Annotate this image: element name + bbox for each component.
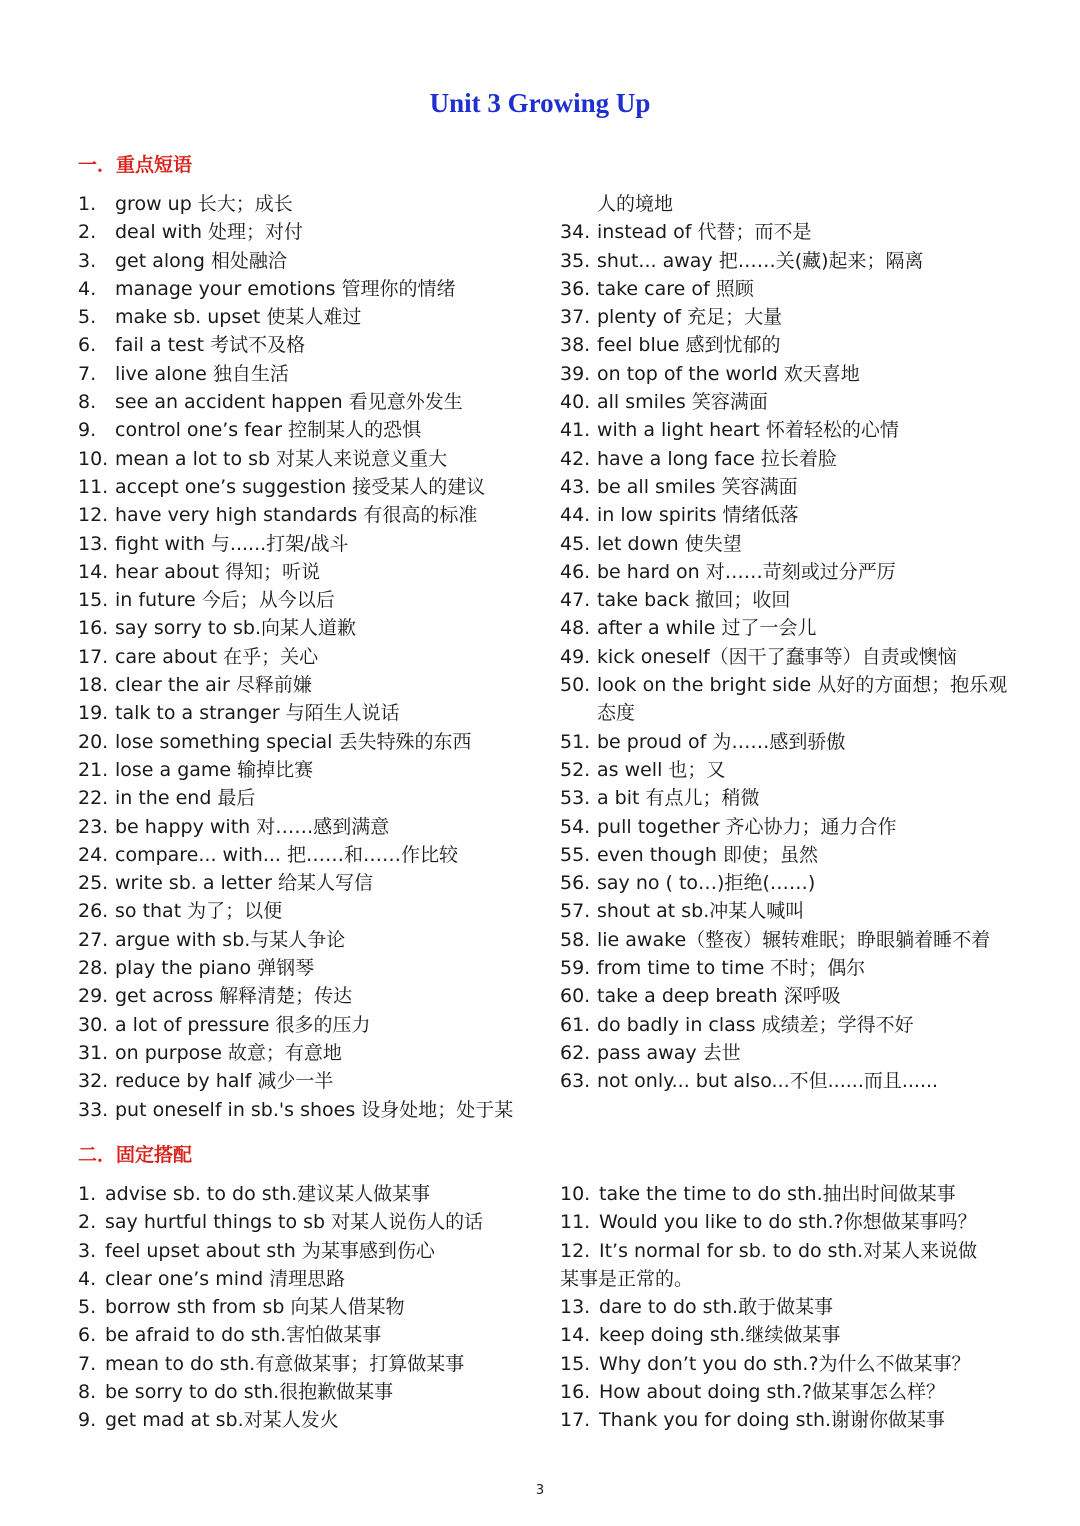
- item-text: clear one’s mind 清理思路: [105, 1267, 346, 1290]
- item-text: pull together 齐心协力；通力合作: [597, 815, 897, 838]
- item-number: 51.: [560, 730, 591, 753]
- phrase-item: [78, 869, 528, 897]
- item-text: fight with 与......打架/战斗: [115, 532, 349, 555]
- phrase-item: [78, 813, 528, 841]
- item-number: 23.: [78, 815, 109, 838]
- item-text: mean to do sth.有意做某事；打算做某事: [105, 1352, 465, 1375]
- item-text: after a while 过了一会儿: [597, 617, 817, 640]
- item-text: say sorry to sb.向某人道歉: [115, 617, 357, 640]
- phrase-item: [78, 445, 528, 473]
- item-number: 15.: [78, 589, 109, 612]
- collocation-item: [78, 1208, 528, 1236]
- item-number: 43.: [560, 475, 591, 498]
- phrase-item: [78, 643, 528, 671]
- section-heading-key-phrases: 一．重点短语: [78, 154, 193, 176]
- item-text: be hard on 对……苛刻或过分严厉: [597, 560, 896, 583]
- collocation-item: [78, 1237, 528, 1265]
- item-number: 7.: [78, 1352, 97, 1375]
- item-text: not only... but also...不但......而且......: [597, 1070, 939, 1093]
- item-number: 55.: [560, 843, 591, 866]
- phrase-item: [560, 558, 1010, 586]
- item-number: 20.: [78, 730, 109, 753]
- collocation-item: [560, 1237, 1010, 1265]
- item-number: 57.: [560, 900, 591, 923]
- phrase-item: [78, 360, 528, 388]
- item-number: 12.: [78, 504, 109, 527]
- item-number: 52.: [560, 758, 591, 781]
- phrase-item: [78, 1039, 528, 1067]
- item-number: 56.: [560, 872, 591, 895]
- item-number: 2.: [78, 1211, 97, 1234]
- phrase-item: [560, 784, 1010, 812]
- item-number: 54.: [560, 815, 591, 838]
- item-text: advise sb. to do sth.建议某人做某事: [105, 1183, 431, 1205]
- item-number: 5.: [78, 1296, 97, 1319]
- collocation-item: [560, 1265, 1010, 1293]
- item-number: 13.: [560, 1296, 591, 1319]
- item-text: 某事是正常的。: [560, 1267, 694, 1290]
- phrase-item: [560, 671, 1010, 728]
- item-text: pass away 去世: [597, 1041, 741, 1064]
- phrase-column-left: [78, 190, 528, 1124]
- item-text: fail a test 考试不及格: [115, 334, 306, 357]
- item-number: 33.: [78, 1098, 109, 1121]
- phrase-item: [78, 954, 528, 982]
- item-text: argue with sb.与某人争论: [115, 928, 346, 951]
- item-number: 37.: [560, 306, 591, 329]
- item-text: manage your emotions 管理你的情绪: [115, 277, 456, 300]
- item-number: 7.: [78, 362, 97, 385]
- item-text: reduce by half 减少一半: [115, 1070, 334, 1093]
- item-number: 11.: [560, 1211, 591, 1234]
- collocation-item: [78, 1321, 528, 1349]
- phrase-item: [560, 897, 1010, 925]
- collocation-item: [78, 1378, 528, 1406]
- phrase-item: [78, 926, 528, 954]
- item-number: 26.: [78, 900, 109, 923]
- phrase-item: [78, 473, 528, 501]
- phrase-column-right: [560, 190, 1010, 1096]
- item-number: 36.: [560, 277, 591, 300]
- item-number: 2.: [78, 221, 97, 244]
- item-number: 9.: [78, 1409, 97, 1432]
- item-text: so that 为了；以便: [115, 900, 283, 923]
- item-number: 44.: [560, 504, 591, 527]
- collocation-item: [560, 1378, 1010, 1406]
- item-number: 62.: [560, 1041, 591, 1064]
- item-text: Thank you for doing sth.谢谢你做某事: [599, 1409, 946, 1432]
- item-number: 8.: [78, 391, 97, 414]
- phrase-item: [560, 954, 1010, 982]
- item-text: borrow sth from sb 向某人借某物: [105, 1296, 405, 1319]
- phrase-item: [560, 841, 1010, 869]
- item-number: 6.: [78, 1324, 97, 1347]
- phrase-item: [560, 388, 1010, 416]
- phrase-item: [78, 586, 528, 614]
- item-text: lose something special 丢失特殊的东西: [115, 730, 472, 753]
- item-text: have very high standards 有很高的标准: [115, 504, 478, 527]
- phrase-item: [560, 1039, 1010, 1067]
- phrase-item: [78, 501, 528, 529]
- phrase-item: [78, 756, 528, 784]
- item-text: take a deep breath 深呼吸: [597, 985, 841, 1008]
- collocation-column-left: [78, 1180, 528, 1435]
- phrase-item: [560, 614, 1010, 642]
- item-number: 30.: [78, 1013, 109, 1036]
- item-text: see an accident happen 看见意外发生: [115, 391, 463, 414]
- item-text: feel upset about sth 为某事感到伤心: [105, 1239, 435, 1262]
- phrase-item: [78, 247, 528, 275]
- item-number: 50.: [560, 674, 591, 697]
- item-text: grow up 长大；成长: [115, 193, 293, 215]
- item-number: 22.: [78, 787, 109, 810]
- item-number: 12.: [560, 1239, 591, 1262]
- collocation-item: [78, 1293, 528, 1321]
- item-number: 28.: [78, 957, 109, 980]
- item-number: 9.: [78, 419, 97, 442]
- phrase-item: [78, 388, 528, 416]
- item-number: 1.: [78, 193, 97, 215]
- collocation-item: [560, 1350, 1010, 1378]
- item-text: in low spirits 情绪低落: [597, 504, 799, 527]
- item-text: be all smiles 笑容满面: [597, 475, 798, 498]
- item-text: do badly in class 成绩差；学得不好: [597, 1013, 914, 1036]
- item-text: be happy with 对……感到满意: [115, 815, 390, 838]
- item-text: play the piano 弹钢琴: [115, 957, 315, 980]
- phrase-item: [78, 303, 528, 331]
- phrase-item: [560, 813, 1010, 841]
- phrase-item: [78, 1067, 528, 1095]
- phrase-item: [560, 473, 1010, 501]
- item-text: take back 撤回；收回: [597, 589, 791, 612]
- item-text: a lot of pressure 很多的压力: [115, 1013, 371, 1036]
- item-text: on top of the world 欢天喜地: [597, 362, 860, 385]
- item-text: say no ( to…)拒绝(……): [597, 872, 816, 895]
- phrase-item: [560, 247, 1010, 275]
- phrase-item: [560, 643, 1010, 671]
- item-text: even though 即使；虽然: [597, 843, 819, 866]
- phrase-item: [78, 190, 528, 218]
- item-text: shut... away 把……关(藏)起来；隔离: [597, 249, 924, 272]
- item-number: 60.: [560, 985, 591, 1008]
- item-number: 21.: [78, 758, 109, 781]
- item-number: 16.: [78, 617, 109, 640]
- phrase-item: [560, 982, 1010, 1010]
- item-text: talk to a stranger 与陌生人说话: [115, 702, 400, 725]
- item-number: 39.: [560, 362, 591, 385]
- item-text: feel blue 感到忧郁的: [597, 334, 781, 357]
- phrase-item: [78, 982, 528, 1010]
- phrase-item: [78, 416, 528, 444]
- item-text: control one’s fear 控制某人的恐惧: [115, 419, 422, 442]
- item-number: 45.: [560, 532, 591, 555]
- item-text: on purpose 故意；有意地: [115, 1041, 342, 1064]
- phrase-item: [560, 926, 1010, 954]
- item-text: get along 相处融洽: [115, 249, 287, 272]
- item-number: 11.: [78, 475, 109, 498]
- phrase-item: [78, 699, 528, 727]
- item-text: in the end 最后: [115, 787, 256, 810]
- phrase-item: [560, 869, 1010, 897]
- collocation-item: [78, 1406, 528, 1434]
- continued-line: 人的境地: [597, 193, 674, 215]
- item-text: be afraid to do sth.害怕做某事: [105, 1324, 382, 1347]
- phrase-item: [560, 1067, 1010, 1095]
- phrase-item: [560, 275, 1010, 303]
- phrase-item: [560, 331, 1010, 359]
- item-number: 3.: [78, 1239, 97, 1262]
- phrase-item: [78, 331, 528, 359]
- item-number: 8.: [78, 1381, 97, 1404]
- item-text: compare... with... 把……和……作比较: [115, 843, 458, 866]
- item-text: clear the air 尽释前嫌: [115, 674, 312, 697]
- collocation-item: [78, 1180, 528, 1208]
- phrase-item: [560, 530, 1010, 558]
- item-number: 14.: [560, 1324, 591, 1347]
- item-number: 5.: [78, 306, 97, 329]
- item-number: 4.: [78, 277, 97, 300]
- phrase-item: [560, 1011, 1010, 1039]
- item-number: 15.: [560, 1352, 591, 1375]
- item-number: 27.: [78, 928, 109, 951]
- item-number: 38.: [560, 334, 591, 357]
- item-number: 1.: [78, 1183, 97, 1205]
- item-number: 63.: [560, 1070, 591, 1093]
- item-text: let down 使失望: [597, 532, 742, 555]
- item-number: 10.: [78, 447, 109, 470]
- page-title: Unit 3 Growing Up: [429, 88, 651, 118]
- item-text: shout at sb.冲某人喊叫: [597, 900, 805, 923]
- item-number: 40.: [560, 391, 591, 414]
- item-number: 16.: [560, 1381, 591, 1404]
- phrase-item: [560, 303, 1010, 331]
- item-text: be proud of 为……感到骄傲: [597, 730, 846, 753]
- phrase-item: [560, 728, 1010, 756]
- item-text: care about 在乎；关心: [115, 645, 319, 668]
- item-text: look on the bright side 从好的方面想；抱乐观态度: [597, 674, 1008, 725]
- collocation-item: [78, 1350, 528, 1378]
- item-number: 10.: [560, 1183, 591, 1205]
- section-heading-fixed-collocations: 二．固定搭配: [78, 1144, 193, 1166]
- collocation-item: [560, 1180, 1010, 1208]
- phrase-item: [78, 218, 528, 246]
- item-number: 59.: [560, 957, 591, 980]
- phrase-item: [78, 1096, 528, 1124]
- phrase-item: [78, 671, 528, 699]
- item-number: 53.: [560, 787, 591, 810]
- item-text: plenty of 充足；大量: [597, 306, 783, 329]
- item-number: 4.: [78, 1267, 97, 1290]
- item-text: It’s normal for sb. to do sth.对某人来说做: [599, 1239, 978, 1262]
- item-text: make sb. upset 使某人难过: [115, 306, 362, 329]
- collocation-item: [560, 1321, 1010, 1349]
- phrase-item: [78, 784, 528, 812]
- item-number: 46.: [560, 560, 591, 583]
- item-number: 35.: [560, 249, 591, 272]
- item-text: in future 今后；从今以后: [115, 589, 335, 612]
- item-number: 18.: [78, 674, 109, 697]
- item-text: say hurtful things to sb 对某人说伤人的话: [105, 1211, 484, 1234]
- item-number: 49.: [560, 645, 591, 668]
- item-number: 17.: [78, 645, 109, 668]
- phrase-item: [78, 728, 528, 756]
- item-number: 24.: [78, 843, 109, 866]
- item-number: 34.: [560, 221, 591, 244]
- phrase-item: [560, 501, 1010, 529]
- phrase-item: [78, 530, 528, 558]
- item-number: 42.: [560, 447, 591, 470]
- item-number: 47.: [560, 589, 591, 612]
- item-text: keep doing sth.继续做某事: [599, 1324, 841, 1347]
- item-text: as well 也；又: [597, 758, 726, 781]
- phrase-item: [78, 1011, 528, 1039]
- item-text: take the time to do sth.抽出时间做某事: [599, 1183, 956, 1205]
- item-number: 31.: [78, 1041, 109, 1064]
- item-text: get across 解释清楚；传达: [115, 985, 353, 1008]
- item-text: deal with 处理；对付: [115, 221, 304, 244]
- phrase-item: [78, 558, 528, 586]
- item-number: 3.: [78, 249, 97, 272]
- item-text: have a long face 拉长着脸: [597, 447, 837, 470]
- item-text: dare to do sth.敢于做某事: [599, 1296, 834, 1319]
- item-text: take care of 照顾: [597, 277, 754, 300]
- collocation-column-right: [560, 1180, 1010, 1435]
- item-text: Would you like to do sth.?你想做某事吗？: [599, 1211, 977, 1234]
- phrase-item: [560, 416, 1010, 444]
- item-text: with a light heart 怀着轻松的心情: [597, 419, 899, 442]
- collocation-item: [560, 1208, 1010, 1236]
- item-number: 29.: [78, 985, 109, 1008]
- item-number: 58.: [560, 928, 591, 951]
- phrase-item: [78, 897, 528, 925]
- phrase-item: [560, 445, 1010, 473]
- collocation-item: [78, 1265, 528, 1293]
- page-number: 3: [535, 1483, 545, 1498]
- item-text: all smiles 笑容满面: [597, 391, 768, 414]
- item-text: lie awake（整夜）辗转难眠；睁眼躺着睡不着: [597, 928, 991, 951]
- item-number: 25.: [78, 872, 109, 895]
- item-text: How about doing sth.?做某事怎么样？: [599, 1381, 945, 1404]
- item-number: 41.: [560, 419, 591, 442]
- item-text: a bit 有点儿；稍微: [597, 787, 760, 810]
- phrase-item: [560, 218, 1010, 246]
- item-text: instead of 代替；而不是: [597, 221, 812, 244]
- item-text: accept one’s suggestion 接受某人的建议: [115, 475, 486, 498]
- item-number: 48.: [560, 617, 591, 640]
- collocation-item: [560, 1293, 1010, 1321]
- item-text: write sb. a letter 给某人写信: [115, 872, 373, 895]
- item-number: 32.: [78, 1070, 109, 1093]
- collocation-item: [560, 1406, 1010, 1434]
- item-text: be sorry to do sth.很抱歉做某事: [105, 1381, 394, 1404]
- item-text: hear about 得知；听说: [115, 560, 321, 583]
- item-text: Why don’t you do sth.?为什么不做某事？: [599, 1352, 971, 1375]
- phrase-item: [560, 360, 1010, 388]
- item-text: get mad at sb.对某人发火: [105, 1409, 339, 1432]
- phrase-item: [78, 614, 528, 642]
- item-text: put oneself in sb.'s shoes 设身处地；处于某: [115, 1098, 514, 1121]
- item-number: 17.: [560, 1409, 591, 1432]
- item-text: lose a game 输掉比赛: [115, 758, 314, 781]
- item-number: 6.: [78, 334, 97, 357]
- item-text: kick oneself（因干了蠢事等）自责或懊恼: [597, 645, 957, 668]
- item-number: 19.: [78, 702, 109, 725]
- phrase-item: [560, 756, 1010, 784]
- item-number: 13.: [78, 532, 109, 555]
- item-number: 14.: [78, 560, 109, 583]
- item-text: from time to time 不时；偶尔: [597, 957, 866, 980]
- item-text: live alone 独自生活: [115, 362, 289, 385]
- phrase-item: [78, 841, 528, 869]
- item-number: 61.: [560, 1013, 591, 1036]
- phrase-item: [560, 586, 1010, 614]
- item-text: mean a lot to sb 对某人来说意义重大: [115, 447, 448, 470]
- phrase-item: [78, 275, 528, 303]
